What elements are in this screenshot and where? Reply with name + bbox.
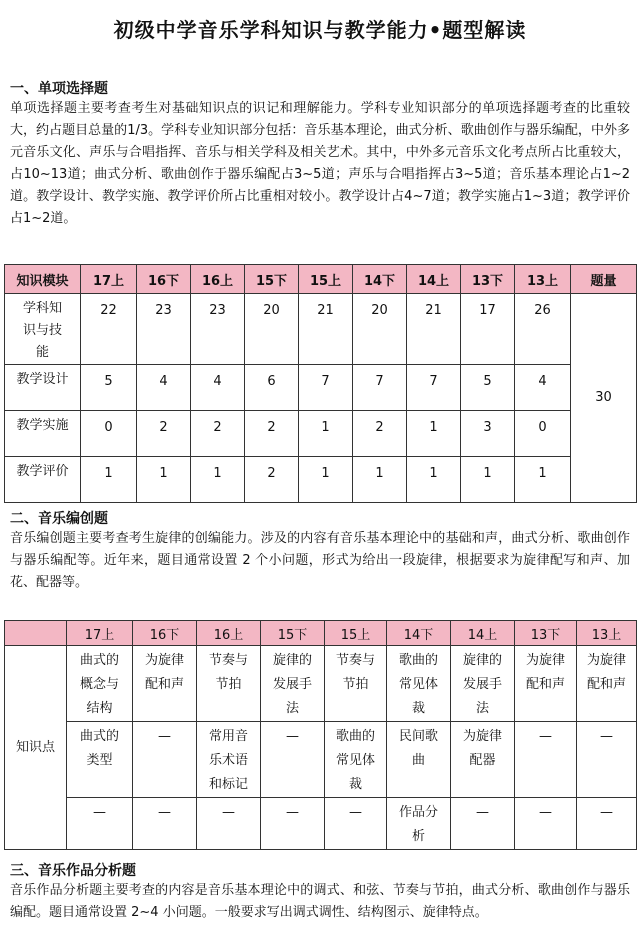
table-cell: 7 bbox=[353, 365, 407, 411]
header-cell: 13下 bbox=[461, 265, 515, 294]
table-cell: 旋律的发展手法 bbox=[261, 646, 325, 722]
header-cell: 14上 bbox=[451, 621, 515, 646]
table-cell: — bbox=[261, 798, 325, 850]
table-cell: 17 bbox=[461, 294, 515, 365]
table-cell: 2 bbox=[245, 411, 299, 457]
header-cell: 16下 bbox=[133, 621, 197, 646]
header-cell: 13下 bbox=[515, 621, 577, 646]
table-cell: 4 bbox=[137, 365, 191, 411]
header-cell: 15下 bbox=[245, 265, 299, 294]
table-cell: 23 bbox=[137, 294, 191, 365]
header-cell: 题量 bbox=[571, 265, 637, 294]
row-label: 知识点 bbox=[5, 646, 67, 850]
header-cell: 15上 bbox=[299, 265, 353, 294]
table-cell: 0 bbox=[515, 411, 571, 457]
header-cell: 16上 bbox=[191, 265, 245, 294]
table-cell: — bbox=[197, 798, 261, 850]
table-cell: — bbox=[261, 722, 325, 798]
header-cell: 15上 bbox=[325, 621, 387, 646]
table-cell: 曲式的概念与结构 bbox=[67, 646, 133, 722]
page-title: 初级中学音乐学科知识与教学能力•题型解读 bbox=[113, 18, 527, 42]
table-cell: 1 bbox=[81, 457, 137, 503]
table-row bbox=[5, 365, 637, 411]
table-row bbox=[5, 798, 637, 850]
table-cell: 4 bbox=[515, 365, 571, 411]
table-cell: 2 bbox=[137, 411, 191, 457]
table-cell: 20 bbox=[245, 294, 299, 365]
table-header-row bbox=[5, 265, 637, 294]
table-cell: 5 bbox=[81, 365, 137, 411]
table-row bbox=[5, 294, 637, 365]
table-cell: — bbox=[451, 798, 515, 850]
header-cell bbox=[5, 621, 67, 646]
table-cell: 2 bbox=[245, 457, 299, 503]
table-cell: 3 bbox=[461, 411, 515, 457]
table-row bbox=[5, 457, 637, 503]
section-heading-composition: 二、音乐编创题 bbox=[10, 511, 108, 527]
question-count-table bbox=[4, 264, 637, 503]
table-cell: 21 bbox=[299, 294, 353, 365]
header-cell: 17上 bbox=[81, 265, 137, 294]
header-cell: 14下 bbox=[353, 265, 407, 294]
table-cell: 1 bbox=[407, 411, 461, 457]
section-heading-single-choice: 一、单项选择题 bbox=[10, 81, 108, 97]
table-cell: — bbox=[577, 722, 637, 798]
header-cell: 14下 bbox=[387, 621, 451, 646]
row-label: 教学评价 bbox=[5, 457, 81, 503]
table-cell: — bbox=[515, 722, 577, 798]
table-cell: — bbox=[133, 798, 197, 850]
table-cell: 6 bbox=[245, 365, 299, 411]
table-header-row bbox=[5, 621, 637, 646]
table-cell: 常用音乐术语和标记 bbox=[197, 722, 261, 798]
table-cell: 民间歌曲 bbox=[387, 722, 451, 798]
header-cell: 17上 bbox=[67, 621, 133, 646]
row-label: 学科知识与技能 bbox=[5, 294, 81, 365]
table-cell: 4 bbox=[191, 365, 245, 411]
table-cell: 21 bbox=[407, 294, 461, 365]
table-cell: 1 bbox=[299, 457, 353, 503]
total-question-count: 30 bbox=[571, 294, 637, 503]
table-cell: 5 bbox=[461, 365, 515, 411]
table-cell: 1 bbox=[461, 457, 515, 503]
header-cell: 15下 bbox=[261, 621, 325, 646]
table-cell: 2 bbox=[191, 411, 245, 457]
table-cell: 1 bbox=[137, 457, 191, 503]
table-cell: 1 bbox=[515, 457, 571, 503]
header-cell: 16上 bbox=[197, 621, 261, 646]
table-cell: 0 bbox=[81, 411, 137, 457]
table-row bbox=[5, 646, 637, 722]
header-cell: 知识模块 bbox=[5, 265, 81, 294]
table-cell: 1 bbox=[407, 457, 461, 503]
table-cell: 作品分析 bbox=[387, 798, 451, 850]
knowledge-point-table bbox=[4, 620, 637, 850]
table-cell: 为旋律配和声 bbox=[515, 646, 577, 722]
table-cell: 1 bbox=[299, 411, 353, 457]
section-heading-analysis: 三、音乐作品分析题 bbox=[10, 863, 136, 879]
section-paragraph-analysis: 音乐作品分析题主要考查的内容是音乐基本理论中的调式、和弦、节奏与节拍，曲式分析、歌曲创作与器乐编配。题目通常设置 2~4 小问题。一般要求写出调式调性、结构图示、旋律特点。 bbox=[10, 883, 630, 920]
table-cell: — bbox=[515, 798, 577, 850]
table-cell: 歌曲的常见体裁 bbox=[387, 646, 451, 722]
table-cell: 1 bbox=[353, 457, 407, 503]
table-cell: 旋律的发展手法 bbox=[451, 646, 515, 722]
table-row bbox=[5, 722, 637, 798]
table-cell: 22 bbox=[81, 294, 137, 365]
table-cell: — bbox=[133, 722, 197, 798]
table-cell: — bbox=[67, 798, 133, 850]
table-cell: 7 bbox=[407, 365, 461, 411]
table-cell: 23 bbox=[191, 294, 245, 365]
header-cell: 14上 bbox=[407, 265, 461, 294]
row-label: 教学实施 bbox=[5, 411, 81, 457]
header-cell: 13上 bbox=[515, 265, 571, 294]
table-cell: 节奏与节拍 bbox=[197, 646, 261, 722]
table-cell: 为旋律配器 bbox=[451, 722, 515, 798]
header-cell: 16下 bbox=[137, 265, 191, 294]
table-cell: — bbox=[325, 798, 387, 850]
table-cell: 节奏与节拍 bbox=[325, 646, 387, 722]
table-cell: 7 bbox=[299, 365, 353, 411]
section-paragraph-composition: 音乐编创题主要考查考生旋律的创编能力。涉及的内容有音乐基本理论中的基础和声，曲式分析、歌曲创作与器乐编配等。近年来，题目通常设置 2 个小问题，形式为给出一段旋律，根据要求为旋律配写和声、加花、配器等。 bbox=[10, 531, 630, 590]
row-label: 教学设计 bbox=[5, 365, 81, 411]
table-cell: 26 bbox=[515, 294, 571, 365]
table-cell: 为旋律配和声 bbox=[577, 646, 637, 722]
table-cell: 为旋律配和声 bbox=[133, 646, 197, 722]
table-row bbox=[5, 411, 637, 457]
table-cell: 1 bbox=[191, 457, 245, 503]
table-cell: 歌曲的常见体裁 bbox=[325, 722, 387, 798]
table-cell: 曲式的类型 bbox=[67, 722, 133, 798]
table-cell: 2 bbox=[353, 411, 407, 457]
header-cell: 13上 bbox=[577, 621, 637, 646]
table-cell: — bbox=[577, 798, 637, 850]
table-cell: 20 bbox=[353, 294, 407, 365]
section-paragraph-single-choice: 单项选择题主要考查考生对基础知识点的识记和理解能力。学科专业知识部分的单项选择题考查的比重较大，约占题目总量的1/3。学科专业知识部分包括：音乐基本理论，曲式分析、歌曲创作与器乐编配，中外多元音乐文化、声乐与合唱指挥、音乐与相关学科及相关艺术。其中，中外多元音乐文化考点所占比重较大，占10~13道；曲式分析、歌曲创作于器乐编配占3~5道；声乐与合唱指挥占3~5道；音乐基本理论占1~2道。教学设计、教学实施、教学评价所占比重相对较小。教学设计占4~7道；教学实施占1~3道；教学评价占1~2道。 bbox=[10, 101, 630, 226]
